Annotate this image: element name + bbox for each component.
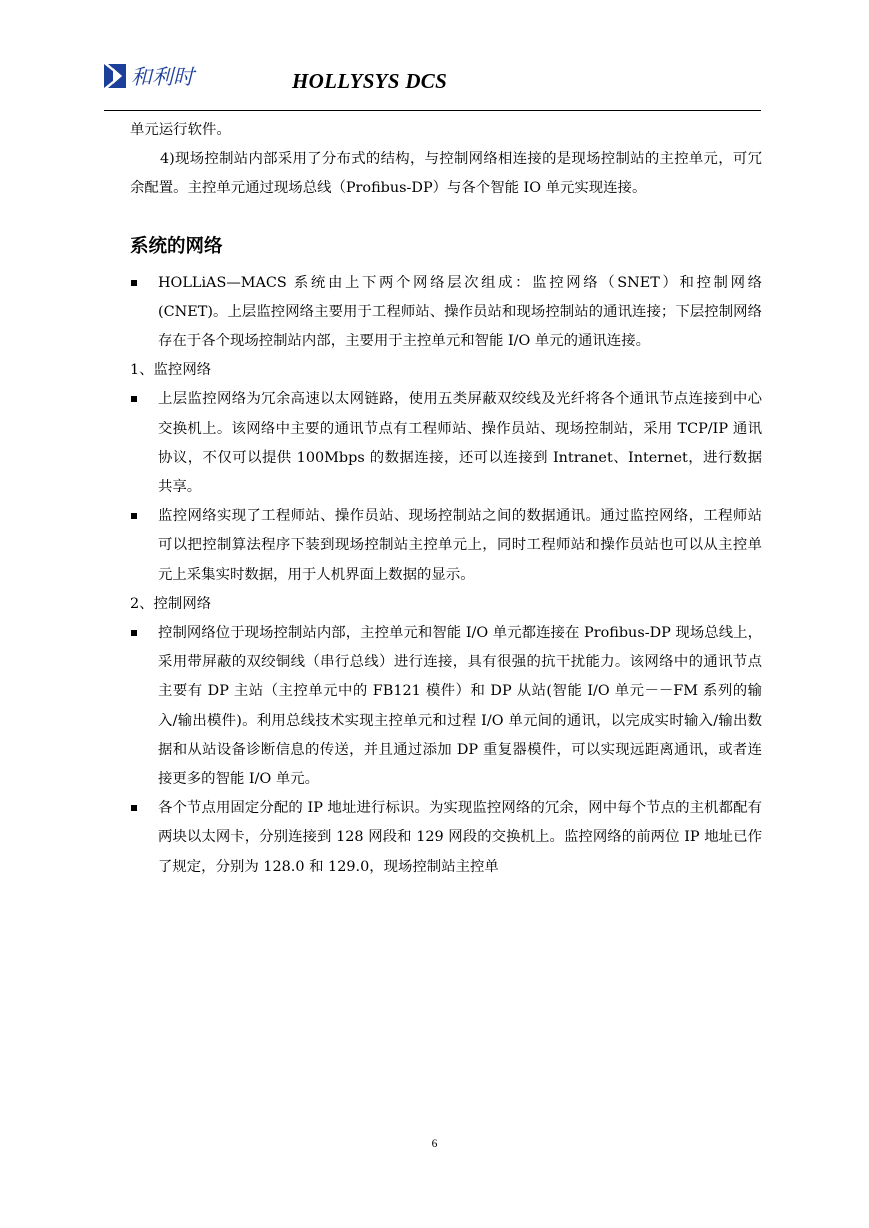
square-bullet-icon — [131, 280, 137, 286]
subsection-title-2: 2、控制网络 — [130, 595, 212, 612]
header-title: HOLLYSYS DCS — [292, 69, 448, 93]
bullet-item — [130, 502, 762, 590]
page-header — [104, 58, 761, 112]
spacer — [130, 204, 762, 231]
square-bullet-icon — [131, 805, 137, 811]
square-bullet-icon — [131, 513, 137, 519]
page-number: 6 — [431, 1138, 438, 1150]
bullet-text: HOLLiAS—MACS 系统由上下两个网络层次组成：监控网络（SNET）和控制网络(CNET)。上层监控网络主要用于工程师站、操作员站和现场控制站的通讯连接；下层控制网络存在于各个现场控制站内部，主要用于主控单元和智能 I/O 单元的通讯连接。 — [158, 274, 762, 350]
square-bullet-icon — [131, 396, 137, 402]
bullet-text: 各个节点用固定分配的 IP 地址进行标识。为实现监控网络的冗余，网中每个节点的主机都配有两块以太网卡，分别连接到 128 网段和 129 网段的交换机上。监控网络的前两位 IP 地址已作了规定，分别为 128.0 和 129.0，现场控制站主控单 — [158, 800, 762, 875]
bullet-text: 控制网络位于现场控制站内部，主控单元和智能 I/O 单元都连接在 Profibus-DP 现场总线上，采用带屏蔽的双绞铜线（串行总线）进行连接，具有很强的抗干扰能力。该网络中的通讯节点主要有 DP 主站（主控单元中的 FB121 模件）和 DP 从站(智能 I/O 单元－－FM 系列的输入/输出模件)。利用总线技术实现主控单元和过程 I/O 单元间的通讯，以完成实时输入/输出数据和从站设备诊断信息的传送，并且通过添加 DP 重复器模件，可以实现远距离通讯，或者连接更多的智能 I/O 单元。 — [158, 625, 762, 788]
bullet-item — [130, 794, 762, 882]
logo-text: 和利时 — [131, 65, 194, 89]
bullet-text: 上层监控网络为冗余高速以太网链路，使用五类屏蔽双绞线及光纤将各个通讯节点连接到中心交换机上。该网络中主要的通讯节点有工程师站、操作员站、现场控制站，采用 TCP/IP 通讯协议，不仅可以提供 100Mbps 的数据连接，还可以连接到 Intranet、Internet，进行数据共享。 — [158, 391, 762, 496]
header-divider — [104, 110, 761, 111]
section-title: 系统的网络 — [130, 235, 223, 257]
document-body — [130, 116, 762, 882]
bullet-text: 监控网络实现了工程师站、操作员站、现场控制站之间的数据通讯。通过监控网络，工程师站可以把控制算法程序下装到现场控制站主控单元上，同时工程师站和操作员站也可以从主控单元上采集实时数据，用于人机界面上数据的显示。 — [158, 508, 762, 583]
subsection-title-1: 1、监控网络 — [130, 362, 212, 379]
square-bullet-icon — [131, 630, 137, 636]
intro-line: 单元运行软件。 — [130, 122, 231, 138]
intro-paragraph-4: 4)现场控制站内部采用了分布式的结构，与控制网络相连接的是现场控制站的主控单元，可冗余配置。主控单元通过现场总线（Profibus-DP）与各个智能 IO 单元实现连接。 — [130, 151, 762, 197]
hollysys-logo — [104, 62, 224, 90]
bullet-item — [130, 619, 762, 794]
bullet-item — [130, 385, 762, 502]
bullet-item — [130, 269, 762, 357]
